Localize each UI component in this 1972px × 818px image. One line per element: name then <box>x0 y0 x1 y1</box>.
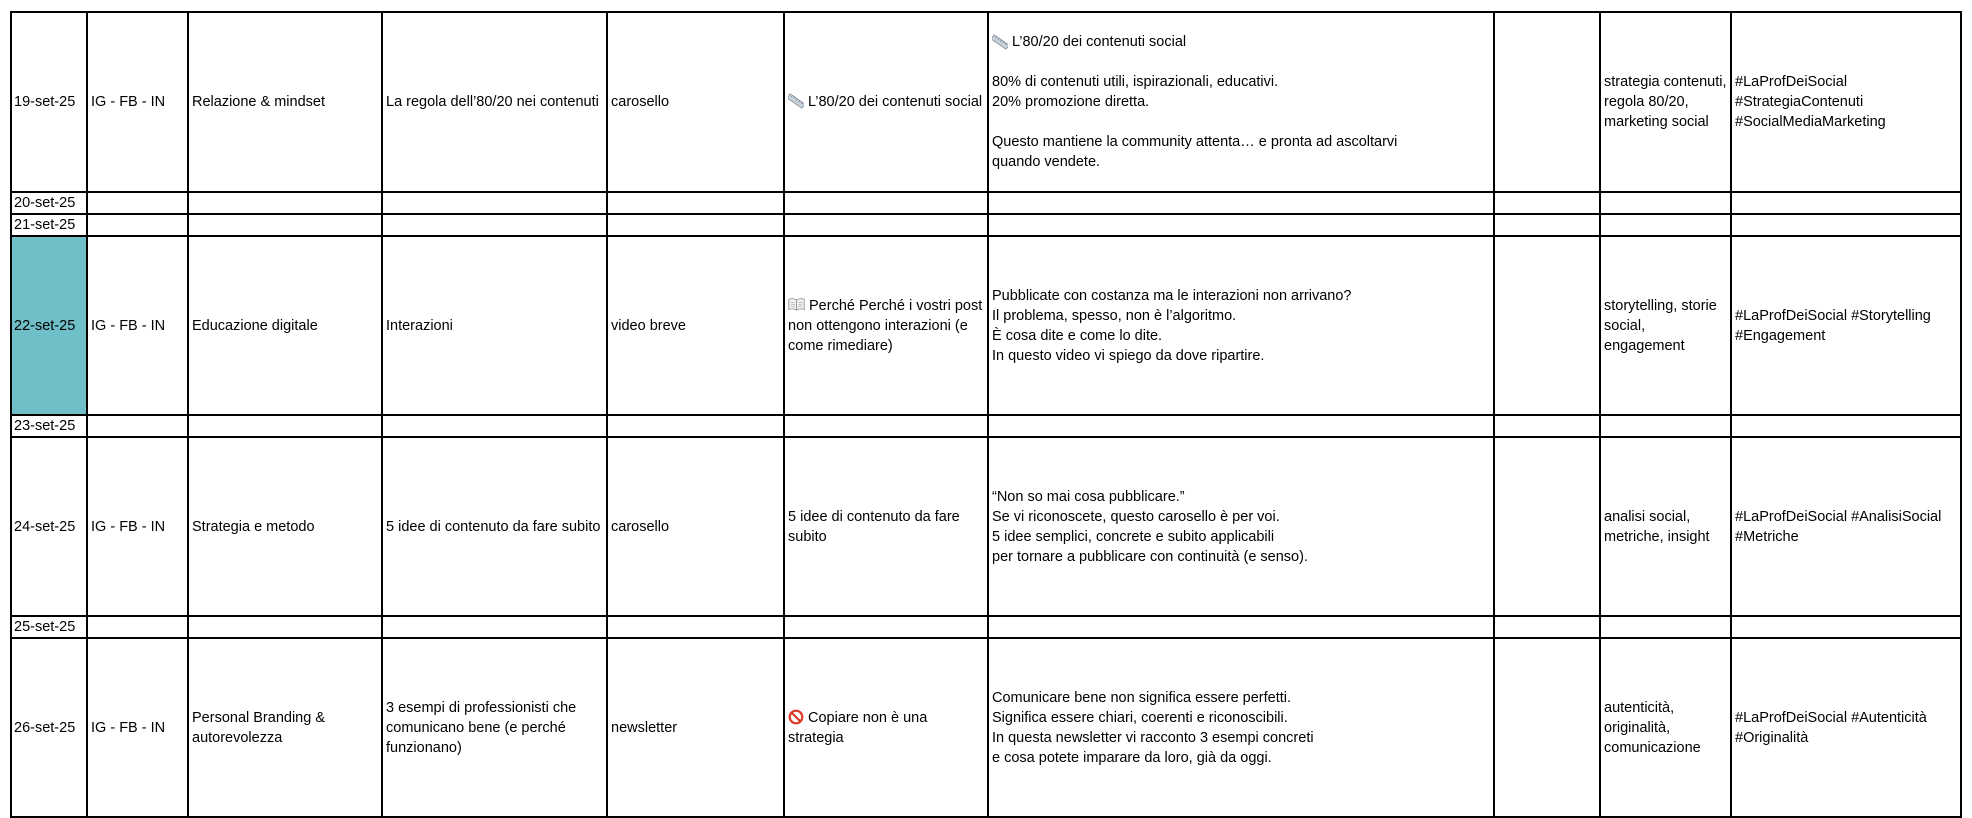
table-row <box>11 616 1961 638</box>
empty-cell[interactable] <box>1600 415 1731 437</box>
topic-cell[interactable]: 3 esempi di professionisti che comunicano bene (e perché funzionano) <box>382 638 607 817</box>
channels-cell[interactable]: IG - FB - IN <box>87 236 188 415</box>
hook-cell[interactable] <box>784 12 988 192</box>
copy-text: L’80/20 dei contenuti social 80% di contenuti utili, ispirazionali, educativi. 20% promozione diretta. Questo mantiene la community attenta… e pronta ad ascoltarvi quando vendete. <box>992 34 1398 170</box>
empty-cell[interactable] <box>988 214 1494 236</box>
hook-cell[interactable]: 5 idee di contenuto da fare subito <box>784 437 988 616</box>
copy-cell[interactable] <box>988 12 1494 192</box>
channels-cell[interactable]: IG - FB - IN <box>87 12 188 192</box>
format-cell[interactable]: video breve <box>607 236 784 415</box>
pillar-cell[interactable]: Personal Branding & autorevolezza <box>188 638 382 817</box>
keywords-cell[interactable]: storytelling, storie social, engagement <box>1600 236 1731 415</box>
empty-cell[interactable] <box>607 415 784 437</box>
date-cell[interactable]: 26-set-25 <box>11 638 87 817</box>
hashtags-cell[interactable]: #LaProfDeiSocial #AnalisiSocial #Metriche <box>1731 437 1961 616</box>
empty-cell[interactable] <box>1731 415 1961 437</box>
date-cell[interactable]: 21-set-25 <box>11 214 87 236</box>
empty-cell[interactable] <box>382 616 607 638</box>
format-cell[interactable]: carosello <box>607 12 784 192</box>
pillar-cell[interactable]: Strategia e metodo <box>188 437 382 616</box>
date-cell[interactable]: 25-set-25 <box>11 616 87 638</box>
empty-cell[interactable] <box>607 214 784 236</box>
table-row <box>11 236 1961 415</box>
empty-cell[interactable] <box>1494 616 1600 638</box>
empty-cell[interactable] <box>1731 214 1961 236</box>
format-cell[interactable]: carosello <box>607 437 784 616</box>
topic-cell[interactable]: La regola dell’80/20 nei contenuti <box>382 12 607 192</box>
date-cell[interactable]: 20-set-25 <box>11 192 87 214</box>
pillar-cell[interactable]: Educazione digitale <box>188 236 382 415</box>
empty-cell[interactable] <box>188 192 382 214</box>
editorial-calendar-table <box>10 11 1962 818</box>
empty-cell[interactable] <box>382 192 607 214</box>
notes-cell[interactable] <box>1494 437 1600 616</box>
copy-cell[interactable]: Pubblicate con costanza ma le interazioni non arrivano? Il problema, spesso, non è l’algoritmo. È cosa dite e come lo dite. In questo video vi spiego da dove ripartire. <box>988 236 1494 415</box>
channels-cell[interactable]: IG - FB - IN <box>87 638 188 817</box>
keywords-cell[interactable]: autenticità, originalità, comunicazione <box>1600 638 1731 817</box>
topic-cell[interactable]: 5 idee di contenuto da fare subito <box>382 437 607 616</box>
empty-cell[interactable] <box>988 616 1494 638</box>
notes-cell[interactable] <box>1494 236 1600 415</box>
date-cell[interactable]: 19-set-25 <box>11 12 87 192</box>
empty-cell[interactable] <box>188 214 382 236</box>
empty-cell[interactable] <box>1494 192 1600 214</box>
copy-cell[interactable]: “Non so mai cosa pubblicare.” Se vi riconoscete, questo carosello è per voi. 5 idee semplici, concrete e subito applicabili per tornare a pubblicare con continuità (e senso). <box>988 437 1494 616</box>
hook-cell[interactable] <box>784 638 988 817</box>
ruler-icon <box>992 34 1008 50</box>
empty-cell[interactable] <box>1494 214 1600 236</box>
empty-cell[interactable] <box>988 415 1494 437</box>
ruler-icon <box>788 93 804 109</box>
empty-cell[interactable] <box>188 415 382 437</box>
date-cell[interactable]: 24-set-25 <box>11 437 87 616</box>
date-cell[interactable]: 23-set-25 <box>11 415 87 437</box>
pillar-cell[interactable]: Relazione & mindset <box>188 12 382 192</box>
empty-cell[interactable] <box>988 192 1494 214</box>
empty-cell[interactable] <box>784 192 988 214</box>
empty-cell[interactable] <box>607 616 784 638</box>
hook-cell[interactable] <box>784 236 988 415</box>
empty-cell[interactable] <box>87 214 188 236</box>
empty-cell[interactable] <box>382 415 607 437</box>
empty-cell[interactable] <box>1731 192 1961 214</box>
empty-cell[interactable] <box>87 415 188 437</box>
keywords-cell[interactable]: strategia contenuti, regola 80/20, marketing social <box>1600 12 1731 192</box>
table-row <box>11 437 1961 616</box>
empty-cell[interactable] <box>1494 415 1600 437</box>
hashtags-cell[interactable]: #LaProfDeiSocial #StrategiaContenuti #SocialMediaMarketing <box>1731 12 1961 192</box>
empty-cell[interactable] <box>607 192 784 214</box>
notes-cell[interactable] <box>1494 638 1600 817</box>
format-cell[interactable]: newsletter <box>607 638 784 817</box>
hook-text: Copiare non è una strategia <box>788 709 928 746</box>
open-book-icon <box>788 297 805 311</box>
empty-cell[interactable] <box>382 214 607 236</box>
empty-cell[interactable] <box>1600 192 1731 214</box>
table-row <box>11 12 1961 192</box>
table-row <box>11 638 1961 817</box>
copy-cell[interactable]: Comunicare bene non significa essere perfetti. Significa essere chiari, coerenti e riconoscibili. In questa newsletter vi racconto 3 esempi concreti e cosa potete imparare da loro, già da oggi. <box>988 638 1494 817</box>
table-row <box>11 192 1961 214</box>
empty-cell[interactable] <box>1600 616 1731 638</box>
empty-cell[interactable] <box>784 616 988 638</box>
table-row <box>11 415 1961 437</box>
empty-cell[interactable] <box>87 616 188 638</box>
empty-cell[interactable] <box>1600 214 1731 236</box>
table-row <box>11 214 1961 236</box>
empty-cell[interactable] <box>188 616 382 638</box>
date-cell-highlighted[interactable]: 22-set-25 <box>11 236 87 415</box>
empty-cell[interactable] <box>784 415 988 437</box>
keywords-cell[interactable]: analisi social, metriche, insight <box>1600 437 1731 616</box>
empty-cell[interactable] <box>1731 616 1961 638</box>
topic-cell[interactable]: Interazioni <box>382 236 607 415</box>
empty-cell[interactable] <box>784 214 988 236</box>
hook-text: Perché Perché i vostri post non ottengono interazioni (e come rimediare) <box>788 297 983 354</box>
no-entry-icon <box>788 709 804 725</box>
hook-text: L’80/20 dei contenuti social <box>808 94 983 110</box>
hashtags-cell[interactable]: #LaProfDeiSocial #Autenticità #Originalità <box>1731 638 1961 817</box>
channels-cell[interactable]: IG - FB - IN <box>87 437 188 616</box>
empty-cell[interactable] <box>87 192 188 214</box>
hashtags-cell[interactable]: #LaProfDeiSocial #Storytelling #Engagement <box>1731 236 1961 415</box>
notes-cell[interactable] <box>1494 12 1600 192</box>
